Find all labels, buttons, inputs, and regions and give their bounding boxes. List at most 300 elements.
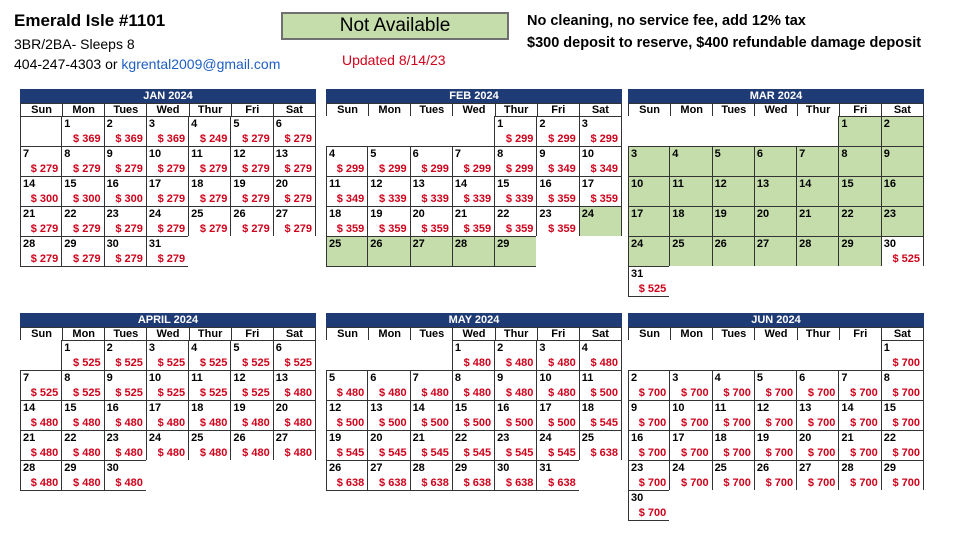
day-cell[interactable] [452,400,495,431]
day-cell[interactable] [104,460,147,491]
day-number: 9 [497,372,504,384]
nightly-price: $ 525 [242,387,270,399]
nightly-price: $ 279 [73,223,101,235]
day-cell[interactable] [230,400,273,431]
nightly-price: $ 638 [505,477,534,489]
day-number: 15 [454,402,468,414]
nightly-price: $ 700 [638,417,667,429]
weekday-label: Tues [410,327,453,341]
day-cell[interactable] [838,460,881,491]
nightly-price: $ 525 [73,387,101,399]
day-cell[interactable] [20,206,62,237]
day-number: 13 [756,178,770,190]
day-number: 14 [799,178,812,190]
day-number: 27 [799,462,812,474]
empty-day-cell [796,116,839,147]
day-cell[interactable] [273,370,316,401]
day-cell[interactable] [579,370,622,401]
nightly-price: $ 525 [242,357,270,369]
day-cell[interactable] [20,460,62,491]
day-cell[interactable] [494,116,537,147]
day-number: 30 [497,462,510,474]
weekday-label: Wed [452,327,495,341]
nightly-price: $ 700 [765,477,794,489]
weekday-label: Thur [495,103,538,117]
day-number: 29 [883,462,896,474]
day-cell[interactable] [669,370,712,401]
day-cell[interactable] [494,460,537,491]
day-number: 10 [148,372,162,384]
day-cell[interactable] [61,146,104,177]
day-cell[interactable] [536,146,579,177]
day-number: 5 [756,372,763,384]
nightly-price: $ 279 [115,163,143,175]
nightly-price: $ 545 [463,447,492,459]
day-cell[interactable] [410,176,453,207]
unavailable-day-cell [881,116,924,147]
day-number: 9 [883,148,890,160]
nightly-price: $ 525 [199,357,228,369]
day-cell[interactable] [61,340,104,371]
empty-day-cell [712,116,755,147]
day-cell[interactable] [20,146,62,177]
month-header: JAN 2024 [20,89,316,103]
day-cell[interactable] [536,430,579,461]
day-cell[interactable] [273,206,316,237]
day-cell[interactable] [410,206,453,237]
day-cell[interactable] [712,460,755,491]
nightly-price: $ 279 [199,223,228,235]
day-cell[interactable] [536,116,579,147]
weekday-row [20,103,316,117]
weekday-label: Sun [628,327,671,341]
unavailable-day-cell [669,146,712,177]
nightly-price: $ 480 [115,477,143,489]
day-number: 22 [883,432,896,444]
day-cell[interactable] [579,176,622,207]
day-number: 29 [497,238,510,250]
day-cell[interactable] [838,400,881,431]
day-cell[interactable] [104,116,147,147]
day-cell[interactable] [410,400,453,431]
weekday-label: Wed [146,327,189,341]
day-cell[interactable] [326,460,368,491]
day-cell[interactable] [273,340,316,371]
day-cell[interactable] [61,236,104,267]
empty-day-cell [188,236,231,267]
nightly-price: $ 545 [336,447,365,459]
nightly-price: $ 480 [505,357,534,369]
day-cell[interactable] [494,430,537,461]
day-cell[interactable] [796,460,839,491]
day-number: 27 [412,238,425,250]
day-cell[interactable] [273,176,316,207]
day-number: 24 [672,462,685,474]
day-cell[interactable] [669,460,712,491]
day-cell[interactable] [796,430,839,461]
day-cell[interactable] [838,430,881,461]
day-number: 7 [412,372,419,384]
nightly-price: $ 700 [765,417,794,429]
day-cell[interactable] [367,430,410,461]
day-cell[interactable] [230,176,273,207]
day-cell[interactable] [230,430,273,461]
day-number: 24 [581,208,594,220]
nightly-price: $ 500 [505,417,534,429]
day-cell[interactable] [146,236,189,267]
nightly-price: $ 279 [157,193,186,205]
day-cell[interactable] [579,430,622,461]
day-cell[interactable] [326,176,368,207]
day-cell[interactable] [146,370,189,401]
empty-day-cell [712,340,755,371]
nightly-price: $ 525 [892,253,920,265]
day-cell[interactable] [61,400,104,431]
day-cell[interactable] [628,400,670,431]
day-cell[interactable] [146,400,189,431]
day-cell[interactable] [367,176,410,207]
day-cell[interactable] [326,146,368,177]
day-cell[interactable] [452,460,495,491]
day-cell[interactable] [230,206,273,237]
nightly-price: $ 480 [30,477,59,489]
month-header: MAY 2024 [326,313,622,327]
day-cell[interactable] [628,490,670,521]
day-cell[interactable] [188,146,231,177]
day-cell[interactable] [20,176,62,207]
day-cell[interactable] [104,370,147,401]
day-number: 4 [191,118,198,130]
day-cell[interactable] [628,266,670,297]
unavailable-day-cell [712,176,755,207]
nightly-price: $ 300 [115,193,143,205]
day-cell[interactable] [104,430,147,461]
empty-day-cell [273,460,316,491]
day-cell[interactable] [628,460,670,491]
day-cell[interactable] [20,400,62,431]
day-cell[interactable] [536,340,579,371]
day-cell[interactable] [410,430,453,461]
day-number: 17 [539,402,552,414]
nightly-price: $ 700 [892,477,920,489]
nightly-price: $ 279 [242,223,270,235]
nightly-price: $ 279 [73,163,101,175]
nightly-price: $ 349 [590,163,618,175]
day-cell[interactable] [536,206,579,237]
day-cell[interactable] [452,176,495,207]
day-cell[interactable] [579,340,622,371]
day-number: 6 [412,148,419,160]
nightly-price: $ 700 [850,417,878,429]
day-number: 22 [841,208,854,220]
empty-day-cell [326,340,368,371]
unavailable-day-cell [838,236,881,267]
empty-day-cell [410,116,453,147]
empty-day-cell [796,490,839,521]
day-cell[interactable] [146,430,189,461]
day-number: 2 [106,118,113,130]
day-cell[interactable] [536,460,579,491]
day-cell[interactable] [61,116,104,147]
nightly-price: $ 480 [115,417,143,429]
day-cell[interactable] [188,370,231,401]
unavailable-day-cell [628,206,670,237]
day-cell[interactable] [20,370,62,401]
day-cell[interactable] [881,460,924,491]
empty-day-cell [754,266,797,297]
day-cell[interactable] [230,116,273,147]
day-cell[interactable] [146,116,189,147]
day-number: 1 [64,342,71,354]
day-cell[interactable] [881,400,924,431]
day-cell[interactable] [754,460,797,491]
day-cell[interactable] [104,236,147,267]
nightly-price: $ 279 [115,253,143,265]
empty-day-cell [579,460,622,491]
day-cell[interactable] [104,146,147,177]
day-cell[interactable] [452,340,495,371]
nightly-price: $ 700 [638,477,667,489]
day-number: 8 [454,372,461,384]
empty-day-cell [230,236,273,267]
weekday-label: Thur [797,327,840,341]
day-number: 21 [799,208,812,220]
day-number: 18 [672,208,685,220]
day-cell[interactable] [669,400,712,431]
day-number: 7 [841,372,848,384]
day-cell[interactable] [273,116,316,147]
nightly-price: $ 359 [548,223,576,235]
day-number: 22 [454,432,468,444]
day-number: 28 [23,462,36,474]
unavailable-day-cell [494,236,537,267]
day-cell[interactable] [579,146,622,177]
day-number: 8 [64,372,71,384]
day-cell[interactable] [628,430,670,461]
day-cell[interactable] [367,400,410,431]
nightly-price: $ 279 [284,223,312,235]
day-number: 20 [412,208,425,220]
day-number: 2 [539,118,546,130]
day-cell[interactable] [712,370,755,401]
day-cell[interactable] [188,206,231,237]
day-grid [628,341,924,521]
day-number: 29 [841,238,854,250]
day-cell[interactable] [410,370,453,401]
day-number: 27 [275,432,288,444]
day-cell[interactable] [579,116,622,147]
day-number: 8 [64,148,71,160]
weekday-row [326,103,622,117]
unavailable-day-cell [628,146,670,177]
day-cell[interactable] [367,206,410,237]
day-cell[interactable] [61,430,104,461]
nightly-price: $ 700 [638,447,667,459]
day-cell[interactable] [20,430,62,461]
day-cell[interactable] [754,430,797,461]
day-cell[interactable] [146,340,189,371]
empty-day-cell [712,266,755,297]
day-cell[interactable] [796,400,839,431]
weekday-label: Sat [579,103,622,117]
day-cell[interactable] [61,370,104,401]
day-cell[interactable] [326,206,368,237]
day-cell[interactable] [494,176,537,207]
nightly-price: $ 700 [892,417,920,429]
nightly-price: $ 480 [199,417,228,429]
day-cell[interactable] [230,370,273,401]
nightly-price: $ 369 [115,133,143,145]
day-cell[interactable] [188,430,231,461]
day-cell[interactable] [20,236,62,267]
weekday-label: Thur [495,327,538,341]
day-cell[interactable] [536,370,579,401]
day-number: 11 [581,372,594,384]
month-header: MAR 2024 [628,89,924,103]
nightly-price: $ 500 [336,417,365,429]
day-cell[interactable] [838,370,881,401]
day-cell[interactable] [579,400,622,431]
day-cell[interactable] [273,146,316,177]
day-cell[interactable] [669,430,712,461]
nightly-price: $ 279 [115,223,143,235]
nightly-price: $ 525 [199,387,228,399]
unavailable-day-cell [628,176,670,207]
nightly-price: $ 349 [548,163,576,175]
day-number: 26 [233,432,246,444]
day-cell[interactable] [452,206,495,237]
day-grid [20,341,316,491]
day-cell[interactable] [536,176,579,207]
day-cell[interactable] [494,340,537,371]
day-cell[interactable] [754,400,797,431]
day-cell[interactable] [410,460,453,491]
nightly-price: $ 500 [548,417,576,429]
day-cell[interactable] [881,430,924,461]
day-cell[interactable] [536,400,579,431]
nightly-price: $ 480 [590,357,618,369]
day-grid [326,341,622,491]
nightly-price: $ 339 [379,193,407,205]
unavailable-day-cell [796,146,839,177]
day-number: 12 [329,402,342,414]
nightly-price: $ 545 [590,417,618,429]
day-cell[interactable] [628,370,670,401]
unavailable-day-cell [669,236,712,267]
day-cell[interactable] [273,430,316,461]
day-cell[interactable] [104,206,147,237]
day-number: 30 [631,492,644,504]
day-cell[interactable] [494,400,537,431]
day-number: 11 [191,372,203,384]
updated-date: Updated 8/14/23 [342,52,446,68]
day-cell[interactable] [61,206,104,237]
nightly-price: $ 279 [242,163,270,175]
day-number: 25 [191,432,204,444]
month-calendar [628,313,924,521]
day-cell[interactable] [754,370,797,401]
day-cell[interactable] [104,176,147,207]
day-number: 26 [756,462,770,474]
unavailable-day-cell [367,236,410,267]
day-number: 4 [329,148,336,160]
day-cell[interactable] [494,206,537,237]
day-cell[interactable] [326,430,368,461]
nightly-price: $ 279 [157,163,186,175]
day-cell[interactable] [712,400,755,431]
day-cell[interactable] [146,206,189,237]
day-cell[interactable] [326,400,368,431]
day-cell[interactable] [230,146,273,177]
day-cell[interactable] [796,370,839,401]
day-number: 1 [497,118,504,130]
day-number: 23 [497,432,510,444]
day-cell[interactable] [367,370,410,401]
day-cell[interactable] [881,370,924,401]
day-cell[interactable] [367,146,410,177]
nightly-price: $ 525 [157,387,186,399]
day-cell[interactable] [273,400,316,431]
unavailable-day-cell [881,206,924,237]
day-cell[interactable] [881,236,924,267]
weekday-label: Tues [712,327,755,341]
empty-day-cell [273,236,316,267]
nightly-price: $ 339 [421,193,449,205]
day-cell[interactable] [188,176,231,207]
day-cell[interactable] [881,340,924,371]
day-cell[interactable] [61,176,104,207]
day-cell[interactable] [494,146,537,177]
day-number: 5 [370,148,377,160]
day-number: 1 [64,118,71,130]
day-cell[interactable] [452,430,495,461]
nightly-price: $ 299 [548,133,576,145]
day-number: 14 [412,402,425,414]
day-number: 26 [370,238,383,250]
day-number: 2 [497,342,504,354]
empty-day-cell [628,116,670,147]
email-link[interactable]: kgrental2009@gmail.com [121,56,281,72]
day-cell[interactable] [494,370,537,401]
day-cell[interactable] [146,176,189,207]
day-number: 23 [106,432,119,444]
empty-day-cell [881,266,924,297]
nightly-price: $ 525 [157,357,186,369]
day-cell[interactable] [367,460,410,491]
day-number: 8 [883,372,890,384]
day-number: 5 [233,342,240,354]
day-cell[interactable] [188,116,231,147]
day-number: 9 [106,148,113,160]
nightly-price: $ 525 [73,357,101,369]
weekday-label: Thur [189,327,232,341]
day-number: 3 [631,148,638,160]
day-number: 4 [581,342,588,354]
day-cell[interactable] [146,146,189,177]
day-cell[interactable] [326,370,368,401]
day-cell[interactable] [712,430,755,461]
day-cell[interactable] [452,370,495,401]
day-cell[interactable] [61,460,104,491]
day-cell[interactable] [452,146,495,177]
day-cell[interactable] [230,340,273,371]
day-cell[interactable] [410,146,453,177]
day-cell[interactable] [188,400,231,431]
day-cell[interactable] [104,400,147,431]
day-cell[interactable] [104,340,147,371]
day-cell[interactable] [188,340,231,371]
day-number: 17 [148,178,162,190]
